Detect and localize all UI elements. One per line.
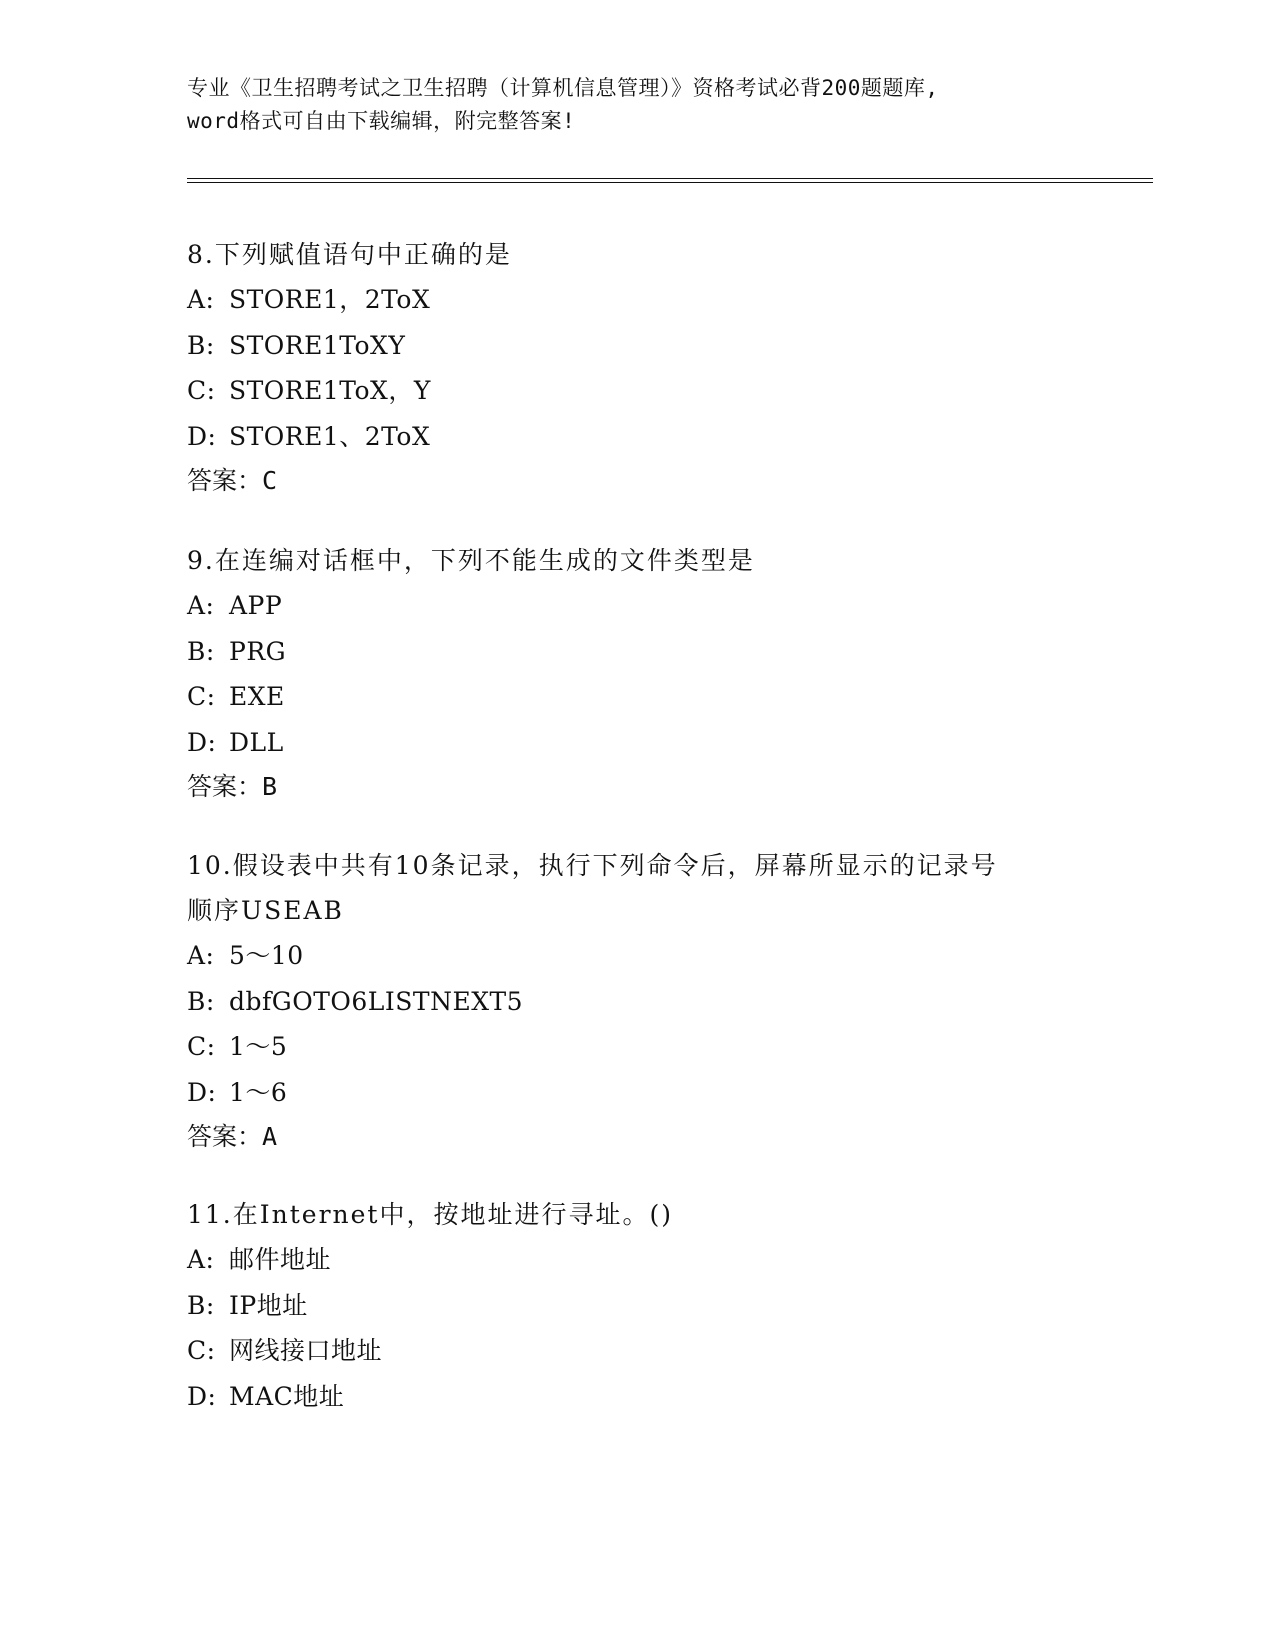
answer-label: 答案：C [187, 466, 278, 495]
option-letter: A: [187, 1245, 215, 1274]
option-letter: B: [187, 986, 215, 1016]
option-letter: D: [187, 421, 217, 451]
option-letter: A: [187, 591, 215, 620]
answer-label: 答案：A [187, 1122, 278, 1151]
option-text: 邮件地址 [229, 1245, 332, 1274]
question-11 [187, 1192, 1087, 1419]
document-header [187, 72, 1087, 138]
option-a [187, 583, 1087, 629]
question-stem: 8.下列赋值语句中正确的是 [187, 240, 512, 269]
option-letter: B: [187, 1290, 215, 1320]
question-9 [187, 538, 1087, 809]
option-d [187, 1070, 1087, 1116]
option-text: MAC地址 [229, 1381, 345, 1411]
option-letter: C: [187, 1336, 216, 1365]
option-letter: A: [187, 285, 215, 314]
option-b [187, 629, 1087, 675]
option-d [187, 720, 1087, 766]
option-text: STORE1，2ToX [229, 285, 431, 314]
option-d [187, 1374, 1087, 1420]
answer-label: 答案：B [187, 772, 278, 801]
option-b [187, 323, 1087, 369]
option-letter: D: [187, 1077, 217, 1107]
option-text: EXE [229, 682, 285, 711]
option-d [187, 414, 1087, 460]
option-c [187, 1024, 1087, 1070]
option-letter: B: [187, 330, 215, 360]
option-text: 1～5 [229, 1032, 288, 1061]
option-text: IP地址 [229, 1290, 308, 1320]
option-letter: B: [187, 636, 215, 666]
option-text: DLL [229, 727, 284, 757]
option-letter: C: [187, 682, 216, 711]
option-letter: D: [187, 1381, 217, 1411]
header-divider [187, 178, 1153, 179]
option-letter: A: [187, 941, 215, 970]
option-letter: D: [187, 727, 217, 757]
option-text: PRG [229, 636, 287, 666]
option-text: dbfGOTO6LISTNEXT5 [229, 986, 524, 1016]
question-stem: 11.在Internet中，按地址进行寻址。() [187, 1200, 673, 1229]
header-line-2: word格式可自由下载编辑，附完整答案! [187, 109, 576, 133]
option-text: 网线接口地址 [229, 1336, 383, 1365]
option-text: APP [229, 591, 283, 620]
question-8 [187, 232, 1087, 503]
header-divider [187, 182, 1153, 183]
option-text: 5～10 [229, 941, 304, 970]
option-c [187, 1328, 1087, 1374]
option-b [187, 1283, 1087, 1329]
option-b [187, 979, 1087, 1025]
option-a [187, 1237, 1087, 1283]
option-text: STORE1、2ToX [229, 421, 431, 451]
header-line-1: 专业《卫生招聘考试之卫生招聘（计算机信息管理）》资格考试必背200题题库, [187, 76, 939, 100]
question-stem: 9.在连编对话框中，下列不能生成的文件类型是 [187, 546, 755, 575]
option-text: 1～6 [229, 1077, 288, 1107]
option-a [187, 933, 1087, 979]
option-text: STORE1ToXY [229, 330, 406, 360]
option-c [187, 368, 1087, 414]
option-text: STORE1ToX，Y [229, 376, 431, 405]
option-a [187, 277, 1087, 323]
option-letter: C: [187, 376, 216, 405]
option-c [187, 674, 1087, 720]
question-10 [187, 843, 1087, 1159]
question-stem: 10.假设表中共有10条记录，执行下列命令后，屏幕所显示的记录号 顺序USEAB [187, 851, 998, 925]
option-letter: C: [187, 1032, 216, 1061]
